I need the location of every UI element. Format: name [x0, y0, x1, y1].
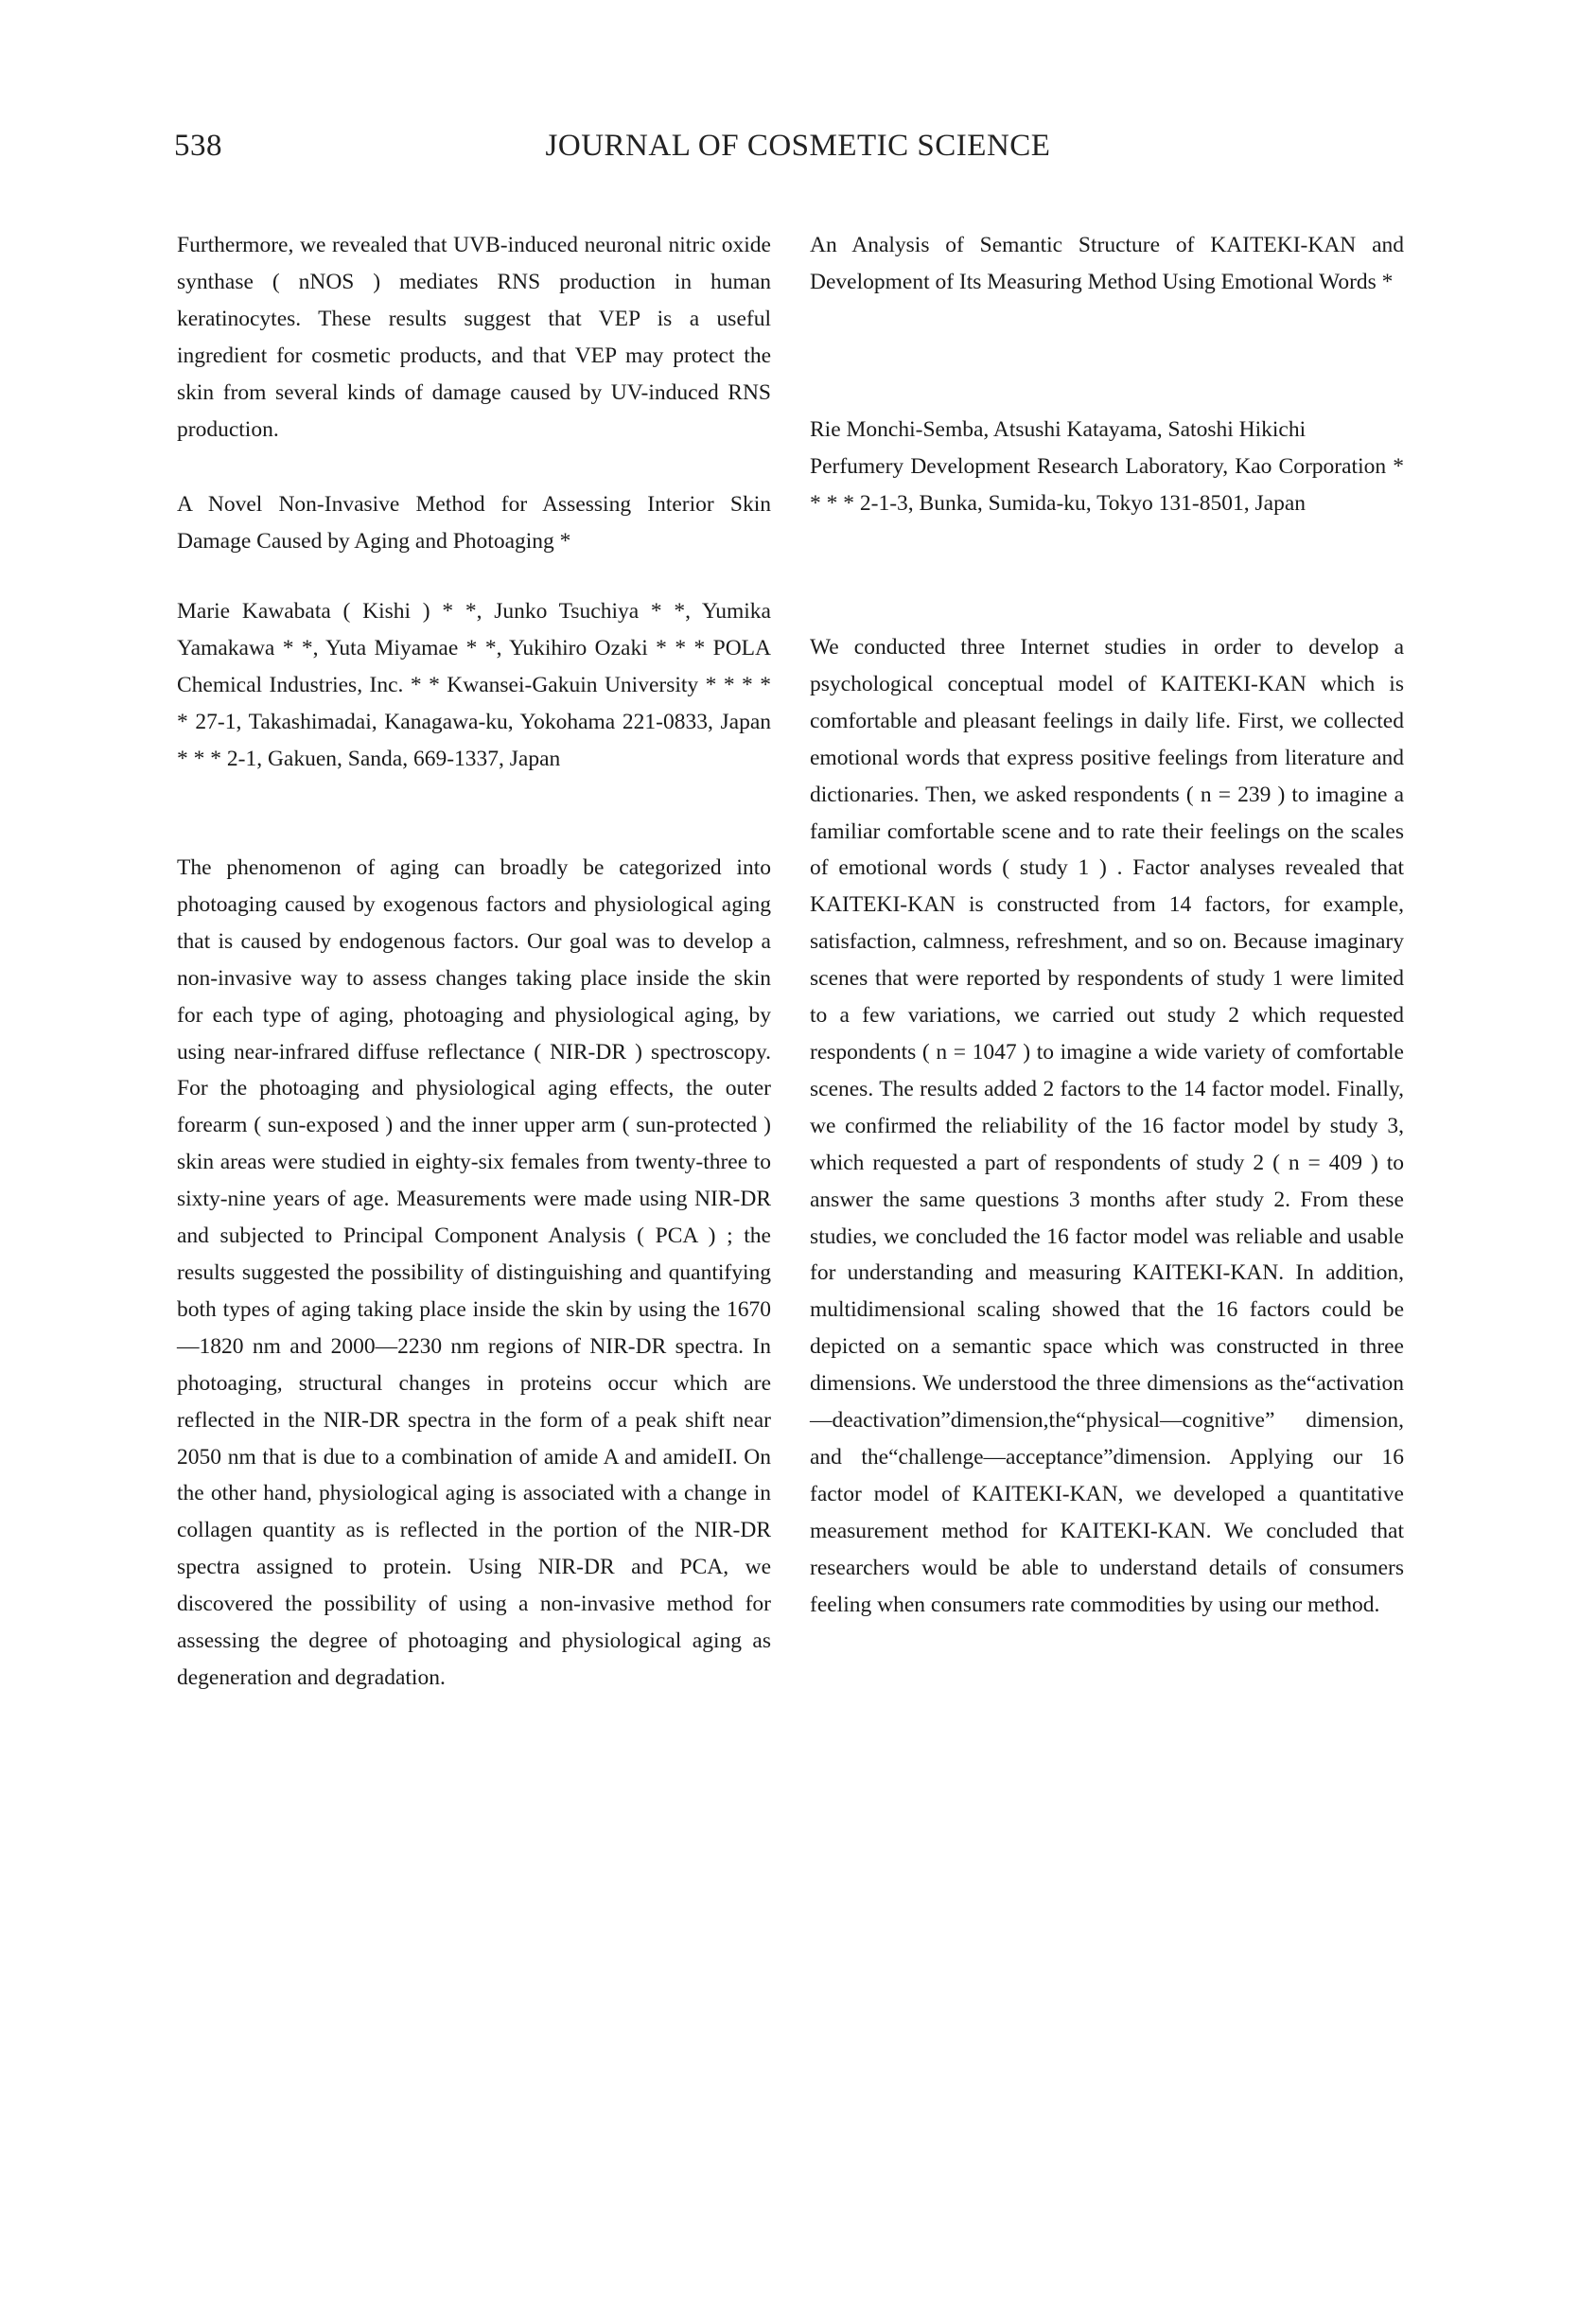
authors-right: Rie Monchi-Semba, Atsushi Katayama, Satoshi Hikichi — [810, 417, 1307, 442]
affiliation-right: Perfumery Development Research Laboratory, Kao Corporation * * * * 2-1-3, Bunka, Sumida-ku, Tokyo 131-8501, Japan — [810, 454, 1404, 516]
article-title-right: An Analysis of Semantic Structure of KAITEKI-KAN and Development of Its Measuring Method Using Emotional Words * — [810, 233, 1404, 294]
journal-title: JOURNAL OF COSMETIC SCIENCE — [545, 129, 1051, 163]
abstract-left: The phenomenon of aging can broadly be categorized into photoaging caused by exogenous factors and physiological aging that is caused by endogenous factors. Our goal was to develop a non-invasive way to assess changes taking place inside the skin for each type of aging, photoaging and physiological aging, by using near-infrared diffuse reflectance ( NIR-DR ) spectroscopy. For the photoaging and physiological aging effects, the outer forearm ( sun-exposed ) and the inner upper arm ( sun-protected ) skin areas were studied in eighty-six females from twenty-three to sixty-nine years of age. Measurements were made using NIR-DR and subjected to Principal Component Analysis ( PCA ) ; the results suggested the possibility of distinguishing and quantifying both types of aging taking place inside the skin by using the 1670—1820 nm and 2000—2230 nm regions of NIR-DR spectra. In photoaging, structural changes in proteins occur which are reflected in the NIR-DR spectra in the form of a peak shift near 2050 nm that is due to a combination of amide A and amideII. On the other hand, physiological aging is associated with a change in collagen quantity as is reflected in the portion of the NIR-DR spectra assigned to protein. Using NIR-DR and PCA, we discovered the possibility of using a non-invasive method for assessing the degree of photoaging and physiological aging as degeneration and degradation. — [177, 855, 771, 1690]
continued-abstract-text: Furthermore, we revealed that UVB-induced neuronal nitric oxide synthase ( nNOS ) mediates RNS production in human keratinocytes. These results suggest that VEP is a useful ingredient for cosmetic products, and that VEP may protect the skin from several kinds of damage caused by UV-induced RNS production. — [177, 233, 771, 442]
abstract-right: We conducted three Internet studies in order to develop a psychological conceptual model of KAITEKI-KAN which is comfortable and pleasant feelings in daily life. First, we collected emotional words that express positive feelings from literature and dictionaries. Then, we asked respondents ( n = 239 ) to imagine a familiar comfortable scene and to rate their feelings on the scales of emotional words ( study 1 ) . Factor analyses revealed that KAITEKI-KAN is constructed from 14 factors, for example, satisfaction, calmness, refreshment, and so on. Because imaginary scenes that were reported by respondents of study 1 were limited to a few variations, we carried out study 2 which requested respondents ( n = 1047 ) to imagine a wide variety of comfortable scenes. The results added 2 factors to the 14 factor model. Finally, we confirmed the reliability of the 16 factor model by study 3, which requested a part of respondents of study 2 ( n = 409 ) to answer the same questions 3 months after study 2. From these studies, we concluded the 16 factor model was reliable and usable for understanding and measuring KAITEKI-KAN. In addition, multidimensional scaling showed that the 16 factors could be depicted on a semantic space which was constructed in three dimensions. We understood the three dimensions as the“activation—deactivation”dimension,the“physical—cognitive” dimension, and the“challenge—acceptance”dimension. Applying our 16 factor model of KAITEKI-KAN, we developed a quantitative measurement method for KAITEKI-KAN. We concluded that researchers would be able to understand details of consumers feeling when consumers rate commodities by using our method. — [810, 635, 1404, 1617]
page-number: 538 — [174, 129, 222, 163]
authors-affiliations-left: Marie Kawabata ( Kishi ) * *, Junko Tsuchiya * *, Yumika Yamakawa * *, Yuta Miyamae * *, Yukihiro Ozaki * * * POLA Chemical Industries, Inc. * * Kwansei-Gakuin University * * * * * 27-1, Takashimadai, Kanagawa-ku, Yokohama 221-0833, Japan * * * 2-1, Gakuen, Sanda, 669-1337, Japan — [177, 599, 771, 771]
article-title-left: A Novel Non-Invasive Method for Assessing Interior Skin Damage Caused by Aging and Photoaging * — [177, 492, 771, 554]
